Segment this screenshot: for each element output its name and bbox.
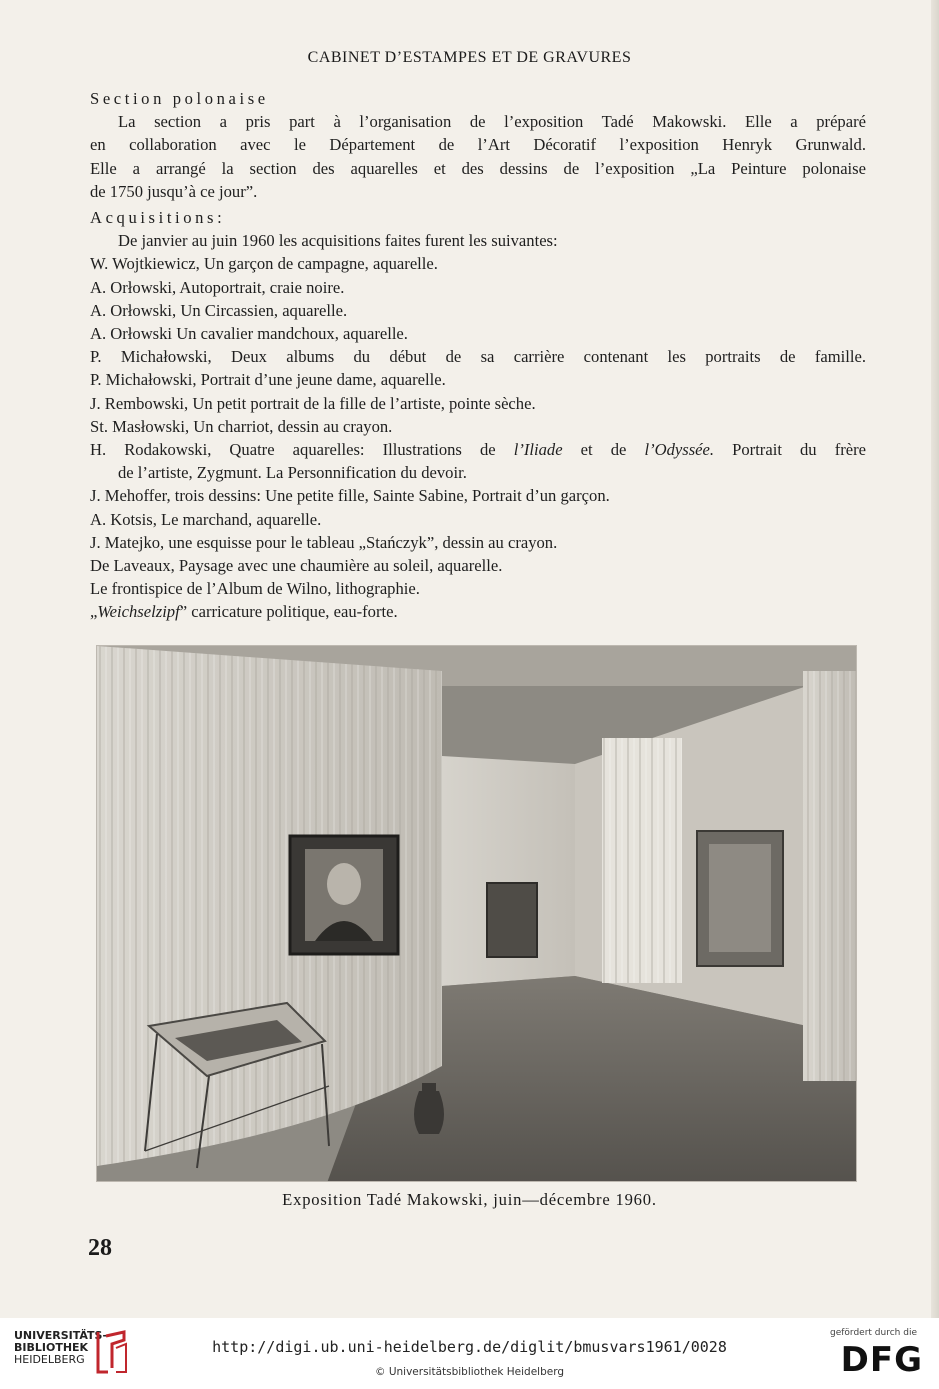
acquisition-item: [90, 600, 866, 623]
library-name-line: HEIDELBERG: [14, 1353, 85, 1366]
acquisition-item: St. Masłowski, Un charriot, dessin au crayon.: [90, 416, 393, 436]
acquisition-item: P. Michałowski, Deux albums du début de sa carrière contenant les portraits de famille.: [90, 347, 866, 367]
exhibition-photo-drawing: [97, 646, 857, 1182]
paragraph-line: de 1750 jusqu’à ce jour”.: [90, 181, 258, 201]
acquisitions-section: [90, 206, 866, 624]
acquisition-item: J. Mehoffer, trois dessins: Une petite fille, Sainte Sabine, Portrait d’un garçon.: [90, 486, 610, 506]
funding-label: gefördert durch die: [830, 1328, 917, 1338]
quote-open: „: [90, 602, 98, 622]
last-item-rest: ” carricature politique, eau-forte.: [179, 602, 398, 622]
section-polonaise: [90, 87, 866, 203]
rodakowski-odyssee: l’Odyssée.: [644, 440, 715, 460]
acquisition-item: J. Matejko, une esquisse pour le tableau „Stańczyk”, dessin au crayon.: [90, 532, 558, 552]
library-name-line: UNIVERSITÄTS-: [14, 1329, 108, 1342]
acquisition-item: P. Michałowski, Portrait d’une jeune dame, aquarelle.: [90, 370, 446, 390]
running-header: CABINET D’ESTAMPES ET DE GRAVURES: [307, 49, 632, 66]
rodakowski-iliade: l’Iliade: [513, 440, 563, 460]
library-name-line: BIBLIOTHEK: [14, 1341, 89, 1354]
acquisition-item: Le frontispice de l’Album de Wilno, lithographie.: [90, 579, 420, 599]
document-url-link[interactable]: http://digi.ub.uni-heidelberg.de/diglit/bmusvars1961/0028: [212, 1338, 727, 1356]
copyright-notice: © Universitätsbibliothek Heidelberg: [374, 1366, 564, 1378]
acquisition-item: A. Orłowski, Un Circassien, aquarelle.: [90, 300, 348, 320]
dfg-logo: DFG: [840, 1340, 923, 1380]
paragraph-line: Elle a arrangé la section des aquarelles et des dessins de l’exposition „La Peinture polonaise: [90, 158, 866, 178]
acquisition-item: De Laveaux, Paysage avec une chaumière au soleil, aquarelle.: [90, 556, 503, 576]
paragraph-line: en collaboration avec le Département de l’Art Décoratif l’exposition Henryk Grunwald.: [90, 135, 866, 155]
page-number: 28: [88, 1235, 112, 1261]
paragraph-line: La section a pris part à l’organisation de l’exposition Tadé Makowski. Elle a préparé: [118, 112, 866, 132]
page-edge: [931, 0, 939, 1318]
acquisition-item: A. Orłowski Un cavalier mandchoux, aquarelle.: [90, 324, 408, 344]
section-heading: Section polonaise: [90, 89, 269, 108]
digitization-footer: [0, 1318, 939, 1389]
acquisition-item-rodakowski: [90, 438, 866, 461]
acquisitions-intro: De janvier au juin 1960 les acquisitions faites furent les suivantes:: [118, 231, 558, 251]
rodakowski-prefix: H. Rodakowski, Quatre aquarelles: Illustrations de: [90, 440, 514, 460]
exhibition-photograph: [96, 645, 857, 1182]
weichselzipf-title: Weichselzipf: [97, 602, 180, 622]
acquisition-item: J. Rembowski, Un petit portrait de la fille de l’artiste, pointe sèche.: [90, 393, 536, 413]
rodakowski-middle: et de: [562, 440, 645, 460]
acquisition-item-continuation: de l’artiste, Zygmunt. La Personnification du devoir.: [118, 463, 467, 483]
rodakowski-suffix: Portrait du frère: [714, 440, 866, 460]
acquisition-item: A. Kotsis, Le marchand, aquarelle.: [90, 509, 322, 529]
figure-caption: Exposition Tadé Makowski, juin—décembre 1960.: [282, 1190, 657, 1209]
acquisitions-heading: Acquisitions:: [90, 208, 226, 227]
acquisition-item: W. Wojtkiewicz, Un garçon de campagne, aquarelle.: [90, 254, 438, 274]
acquisition-item: A. Orłowski, Autoportrait, craie noire.: [90, 277, 345, 297]
